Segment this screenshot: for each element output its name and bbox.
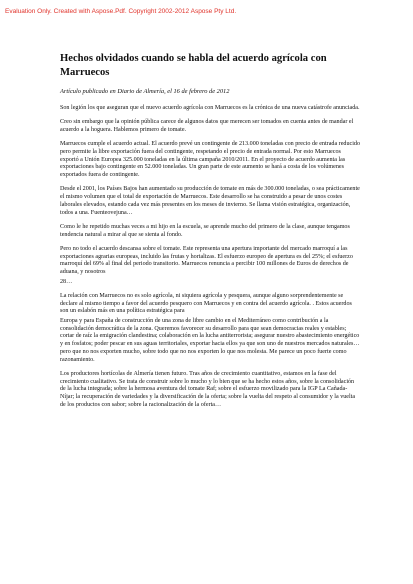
- document-page: [60, 52, 360, 416]
- paragraph-9: Los productores hortícolas de Almería tienen futuro. Tras años de crecimiento cuantitativo, estamos en la fase del crecimiento cualitativo. Se trata de construir sobre lo mucho y lo bien que se ha hecho estos años, sobre la consolidación de la lucha integrada; sobre la hermosa aventura del tomate Raf; sobre el esfuerzo movilizado para la IGP La Cañada-Níjar; la recuperación de variedades y la diversificación de la oferta; sobre la vuelta del respeto al consumidor y la vuelta de los productos con sabor; sobre la racionalización de la oferta…: [60, 370, 356, 408]
- paragraph-8: Europa y para España de construcción de una zona de libre cambio en el Mediterráneo como contribución a la consolidación democrática de la zona. Queremos favorecer su desarrollo para que sean democracias reales y estables; cortar de raíz la emigración clandestina; colaboración en la lucha antiterrorista; asegurar nuestro abastecimiento energético y en fosfatos; poder pescar en sus aguas territoriales, exportar hacia ellos ya que son uno de nuestros mercados naturales… pero que no nos exporten mucho, sobre todo que no nos exporten lo que nos molesta. Me parece un poco fuerte como razonamiento.: [60, 318, 360, 363]
- article-publication-info: Artículo publicado en Diario de Almería, el 16 de febrero de 2012: [60, 88, 230, 95]
- paragraph-6-continuation: 28…: [60, 278, 73, 285]
- paragraph-1: Son legión los que aseguran que el nuevo acuerdo agrícola con Marruecos es la crónica de una nueva catástrofe anunciada.: [60, 105, 360, 111]
- paragraph-2: Creo sin embargo que la opinión pública carece de algunos datos que merecen ser tomados en cuenta antes de mandar el acuerdo a la hoguera. Hablemos primero de tomate.: [60, 119, 354, 133]
- paragraph-4: Desde el 2001, los Países Bajos han aumentado su producción de tomate en más de 300.000 toneladas, o sea prácticamente el mismo volumen que el total de exportación de Marruecos. Este desarrollo se ha construido a pesar de unos costes laborales elevados, estando cada vez más presentes en los meses de invierno. Se llama visión estratégica, organización, todos a una. Fuenteovejuna…: [60, 186, 360, 216]
- article-body: [60, 105, 360, 409]
- article-title: Hechos olvidados cuando se habla del acuerdo agrícola con Marruecos: [60, 53, 327, 78]
- evaluation-watermark: Evaluation Only. Created with Aspose.Pdf. Copyright 2002-2012 Aspose Pty Ltd.: [5, 8, 237, 15]
- paragraph-3: Marruecos cumple el acuerdo actual. El acuerdo prevé un contingente de 213.000 toneladas con precio de entrada reducido pero permite la libre exportación fuera del contingente, respetando el precio de entrada normal. Por esto Marruecos exportó a Unión Europea 325.000 toneladas en la última campaña 2010/2011. En el proyecto de acuerdo aumenta las exportaciones bajo contingente en 52.000 toneladas. Un gran parte de este aumento se hará a costa de los volúmenes exportados fuera de contingente.: [60, 141, 360, 179]
- paragraph-7: La relación con Marruecos no es solo agrícola, ni siquiera agrícola y pesquera, aunque alguno sorprendentemente se declare al mismo tiempo a favor del acuerdo pesquero con Marruecos y en contra del acuerdo agrícola. . Estos acuerdos son un eslabón más en una política estratégica para: [60, 292, 352, 315]
- paragraph-6: Pero no todo el acuerdo descansa sobre el tomate. Este representa una apertura importante del mercado marroquí a las exportaciones agrarias europeas, incluido las frutas y hortalizas. El esfuerzo europeo de apertura es del 25%; el esfuerzo marroquí del 69% al final del periodo transitorio. Marruecos renuncia a percibir 100 millones de Euros de derechos de aduana, y nosotros: [60, 245, 353, 275]
- paragraph-5: Como le he repetido muchas veces a mi hijo en la escuela, se aprende mucho del primero de la clase, aunque tengamos tendencia natural a mirar al que se sienta al fondo.: [60, 223, 350, 238]
